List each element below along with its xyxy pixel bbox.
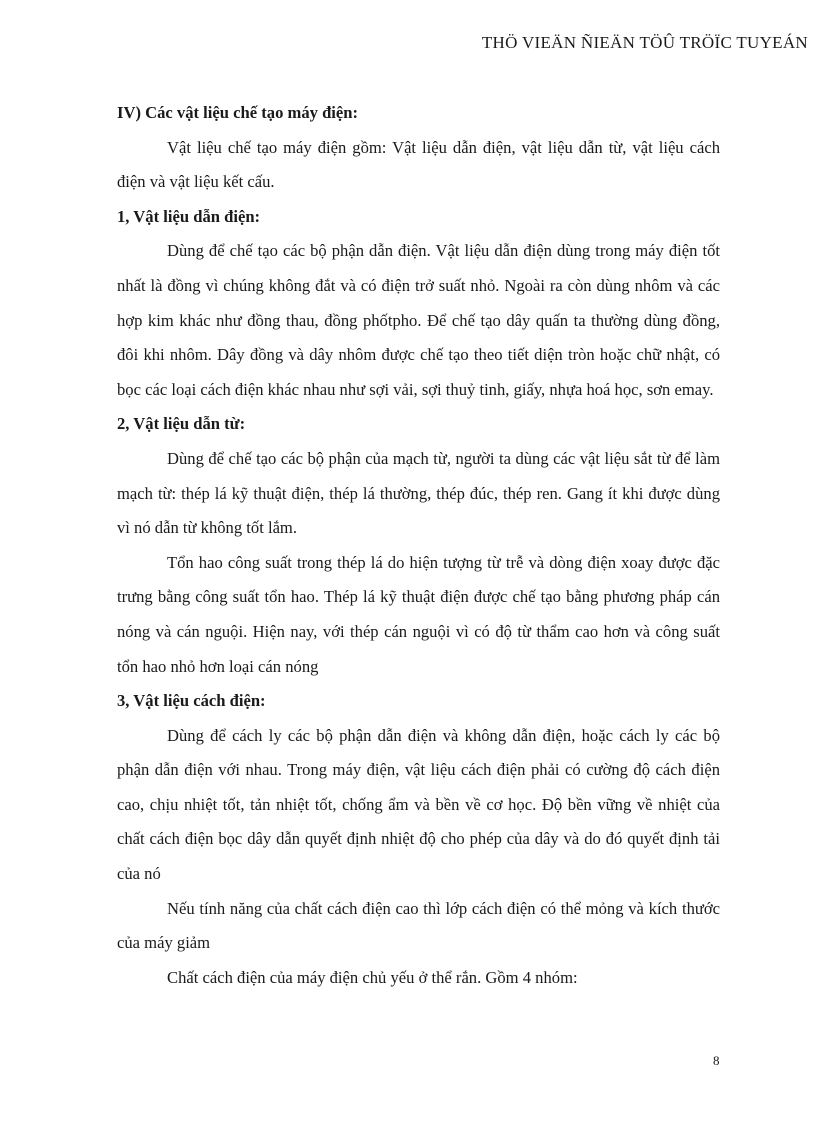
section-heading-materials: IV) Các vật liệu chế tạo máy điện: [117, 103, 359, 122]
running-header: THÖ VIEÄN ÑIEÄN TÖÛ TRÖÏC TUYEÁN [481, 33, 808, 52]
intro-paragraph: Vật liệu chế tạo máy điện gồm: Vật liệu dẫn điện, vật liệu dẫn từ, vật liệu cách điện và vật liệu kết cấu. [117, 137, 720, 192]
magnetic-materials-paragraph-2: Tổn hao công suất trong thép lá do hiện tượng từ trễ và dòng điện xoay được đặc trưng bằng công suất tổn hao. Thép lá kỹ thuật điện được chế tạo bằng phương pháp cán nóng và cán nguội. Hiện nay, với thép cán nguội vì có độ từ thẩm cao hơn và công suất tổn hao nhỏ hơn loại cán nóng [117, 552, 720, 676]
subheading-magnetic-materials: 2, Vật liệu dẫn từ: [117, 414, 246, 434]
insulating-materials-paragraph-1: Dùng để cách ly các bộ phận dẫn điện và không dẫn điện, hoặc cách ly các bộ phận dẫn điện với nhau. Trong máy điện, vật liệu cách điện phải có cường độ cách điện cao, chịu nhiệt tốt, tản nhiệt tốt, chống ẩm và bền về cơ học. Độ bền vững về nhiệt của chất cách điện bọc dây dẫn quyết định nhiệt độ cho phép của dây và do đó quyết định tải của nó [117, 725, 720, 884]
document-body [117, 96, 720, 995]
subheading-insulating-materials: 3, Vật liệu cách điện: [117, 691, 266, 711]
page-number: 8 [713, 1053, 720, 1068]
insulating-materials-paragraph-3: Chất cách điện của máy điện chủ yếu ở thể rắn. Gồm 4 nhóm: [167, 967, 578, 987]
insulating-materials-paragraph-2: Nếu tính năng của chất cách điện cao thì lớp cách điện có thể mỏng và kích thước của máy giảm [117, 898, 720, 953]
subheading-conductive-materials: 1, Vật liệu dẫn điện: [117, 206, 261, 226]
magnetic-materials-paragraph-1: Dùng để chế tạo các bộ phận của mạch từ, người ta dùng các vật liệu sắt từ để làm mạch từ: thép lá kỹ thuật điện, thép lá thường, thép đúc, thép ren. Gang ít khi được dùng vì nó dẫn từ không tốt lắm. [117, 448, 720, 538]
conductive-materials-paragraph: Dùng để chế tạo các bộ phận dẫn điện. Vật liệu dẫn điện dùng trong máy điện tốt nhất là đồng vì chúng không đắt và có điện trở suất nhỏ. Ngoài ra còn dùng nhôm và các hợp kim khác như đồng thau, đồng phốtpho. Để chế tạo dây quấn ta thường dùng đồng, đôi khi nhôm. Dây đồng và dây nhôm được chế tạo theo tiết diện tròn hoặc chữ nhật, có bọc các loại cách điện khác nhau như sợi vải, sợi thuỷ tinh, giấy, nhựa hoá học, sơn emay. [117, 241, 720, 399]
